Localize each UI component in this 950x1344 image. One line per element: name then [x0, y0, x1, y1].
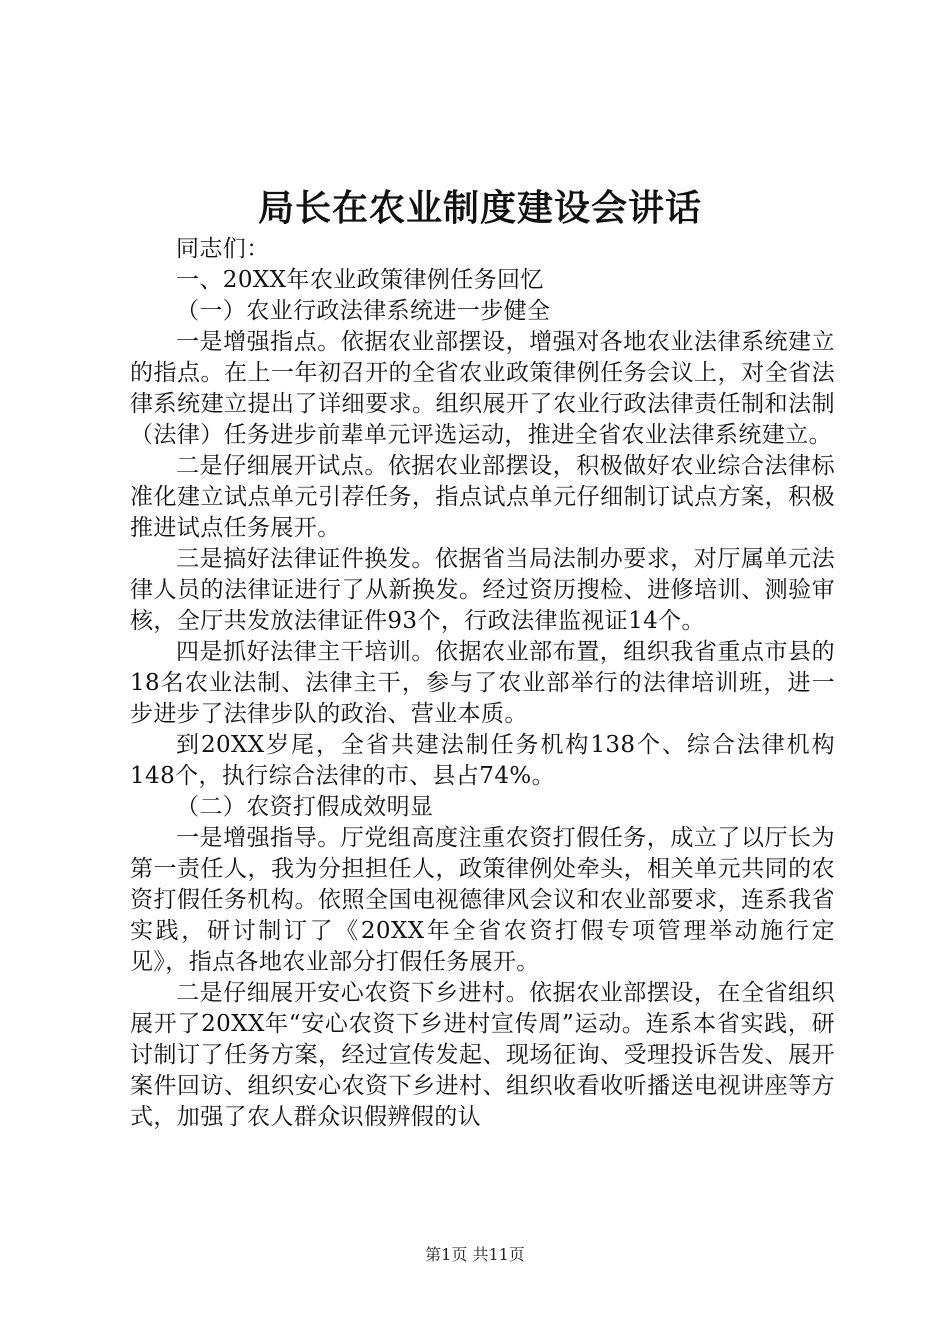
- paragraph: 到20XX岁尾，全省共建法制任务机构138个、综合法律机构148个，执行综合法律的市、县占74%。: [130, 732, 835, 789]
- paragraph: 一是增强指点。依据农业部摆设，增强对各地农业法律系统建立的指点。在上一年初召开的全省农业政策律例任务会议上，对全省法律系统建立提出了详细要求。组织展开了农业行政法律责任制和法制（法律）任务进步前辈单元评选运动，推进全省农业法律系统建立。: [130, 329, 835, 448]
- section-heading: 一、20XX年农业政策律例任务回忆: [176, 267, 544, 293]
- subsection-heading: （二）农资打假成效明显: [176, 794, 434, 820]
- salutation: 同志们：: [176, 236, 270, 262]
- paragraph: 二是仔细展开安心农资下乡进村。依据农业部摆设，在全省组织展开了20XX年“安心农资下乡进村宣传周”运动。连系本省实践，研讨制订了任务方案，经过宣传发起、现场征询、受理投诉告发、展开案件回访、组织安心农资下乡进村、组织收看收听播送电视讲座等方式，加强了农人群众识假辨假的认: [130, 980, 835, 1130]
- paragraph: 二是仔细展开试点。依据农业部摆设，积极做好农业综合法律标准化建立试点单元引荐任务，指点试点单元仔细制订试点方案，积极推进试点任务展开。: [130, 453, 835, 541]
- document-body: [130, 234, 835, 1133]
- document-title: 局长在农业制度建设会讲话: [257, 187, 702, 229]
- paragraph: 四是抓好法律主干培训。依据农业部布置，组织我省重点市县的18名农业法制、法律主干，参与了农业部举行的法律培训班，进一步进步了法律步队的政治、营业本质。: [130, 639, 835, 727]
- subsection-heading: （一）农业行政法律系统进一步健全: [176, 298, 551, 324]
- paragraph: 三是搞好法律证件换发。依据省当局法制办要求，对厅属单元法律人员的法律证进行了从新换发。经过资历搜检、进修培训、测验审核，全厅共发放法律证件93个，行政法律监视证14个。: [130, 546, 835, 634]
- page-number: 第1页 共11页: [425, 1245, 525, 1264]
- paragraph: 一是增强指导。厅党组高度注重农资打假任务，成立了以厅长为第一责任人，我为分担担任人，政策律例处牵头，相关单元共同的农资打假任务机构。依照全国电视德律风会议和农业部要求，连系我省实践，研讨制订了《20XX年全省农资打假专项管理举动施行定见》，指点各地农业部分打假任务展开。: [130, 825, 835, 975]
